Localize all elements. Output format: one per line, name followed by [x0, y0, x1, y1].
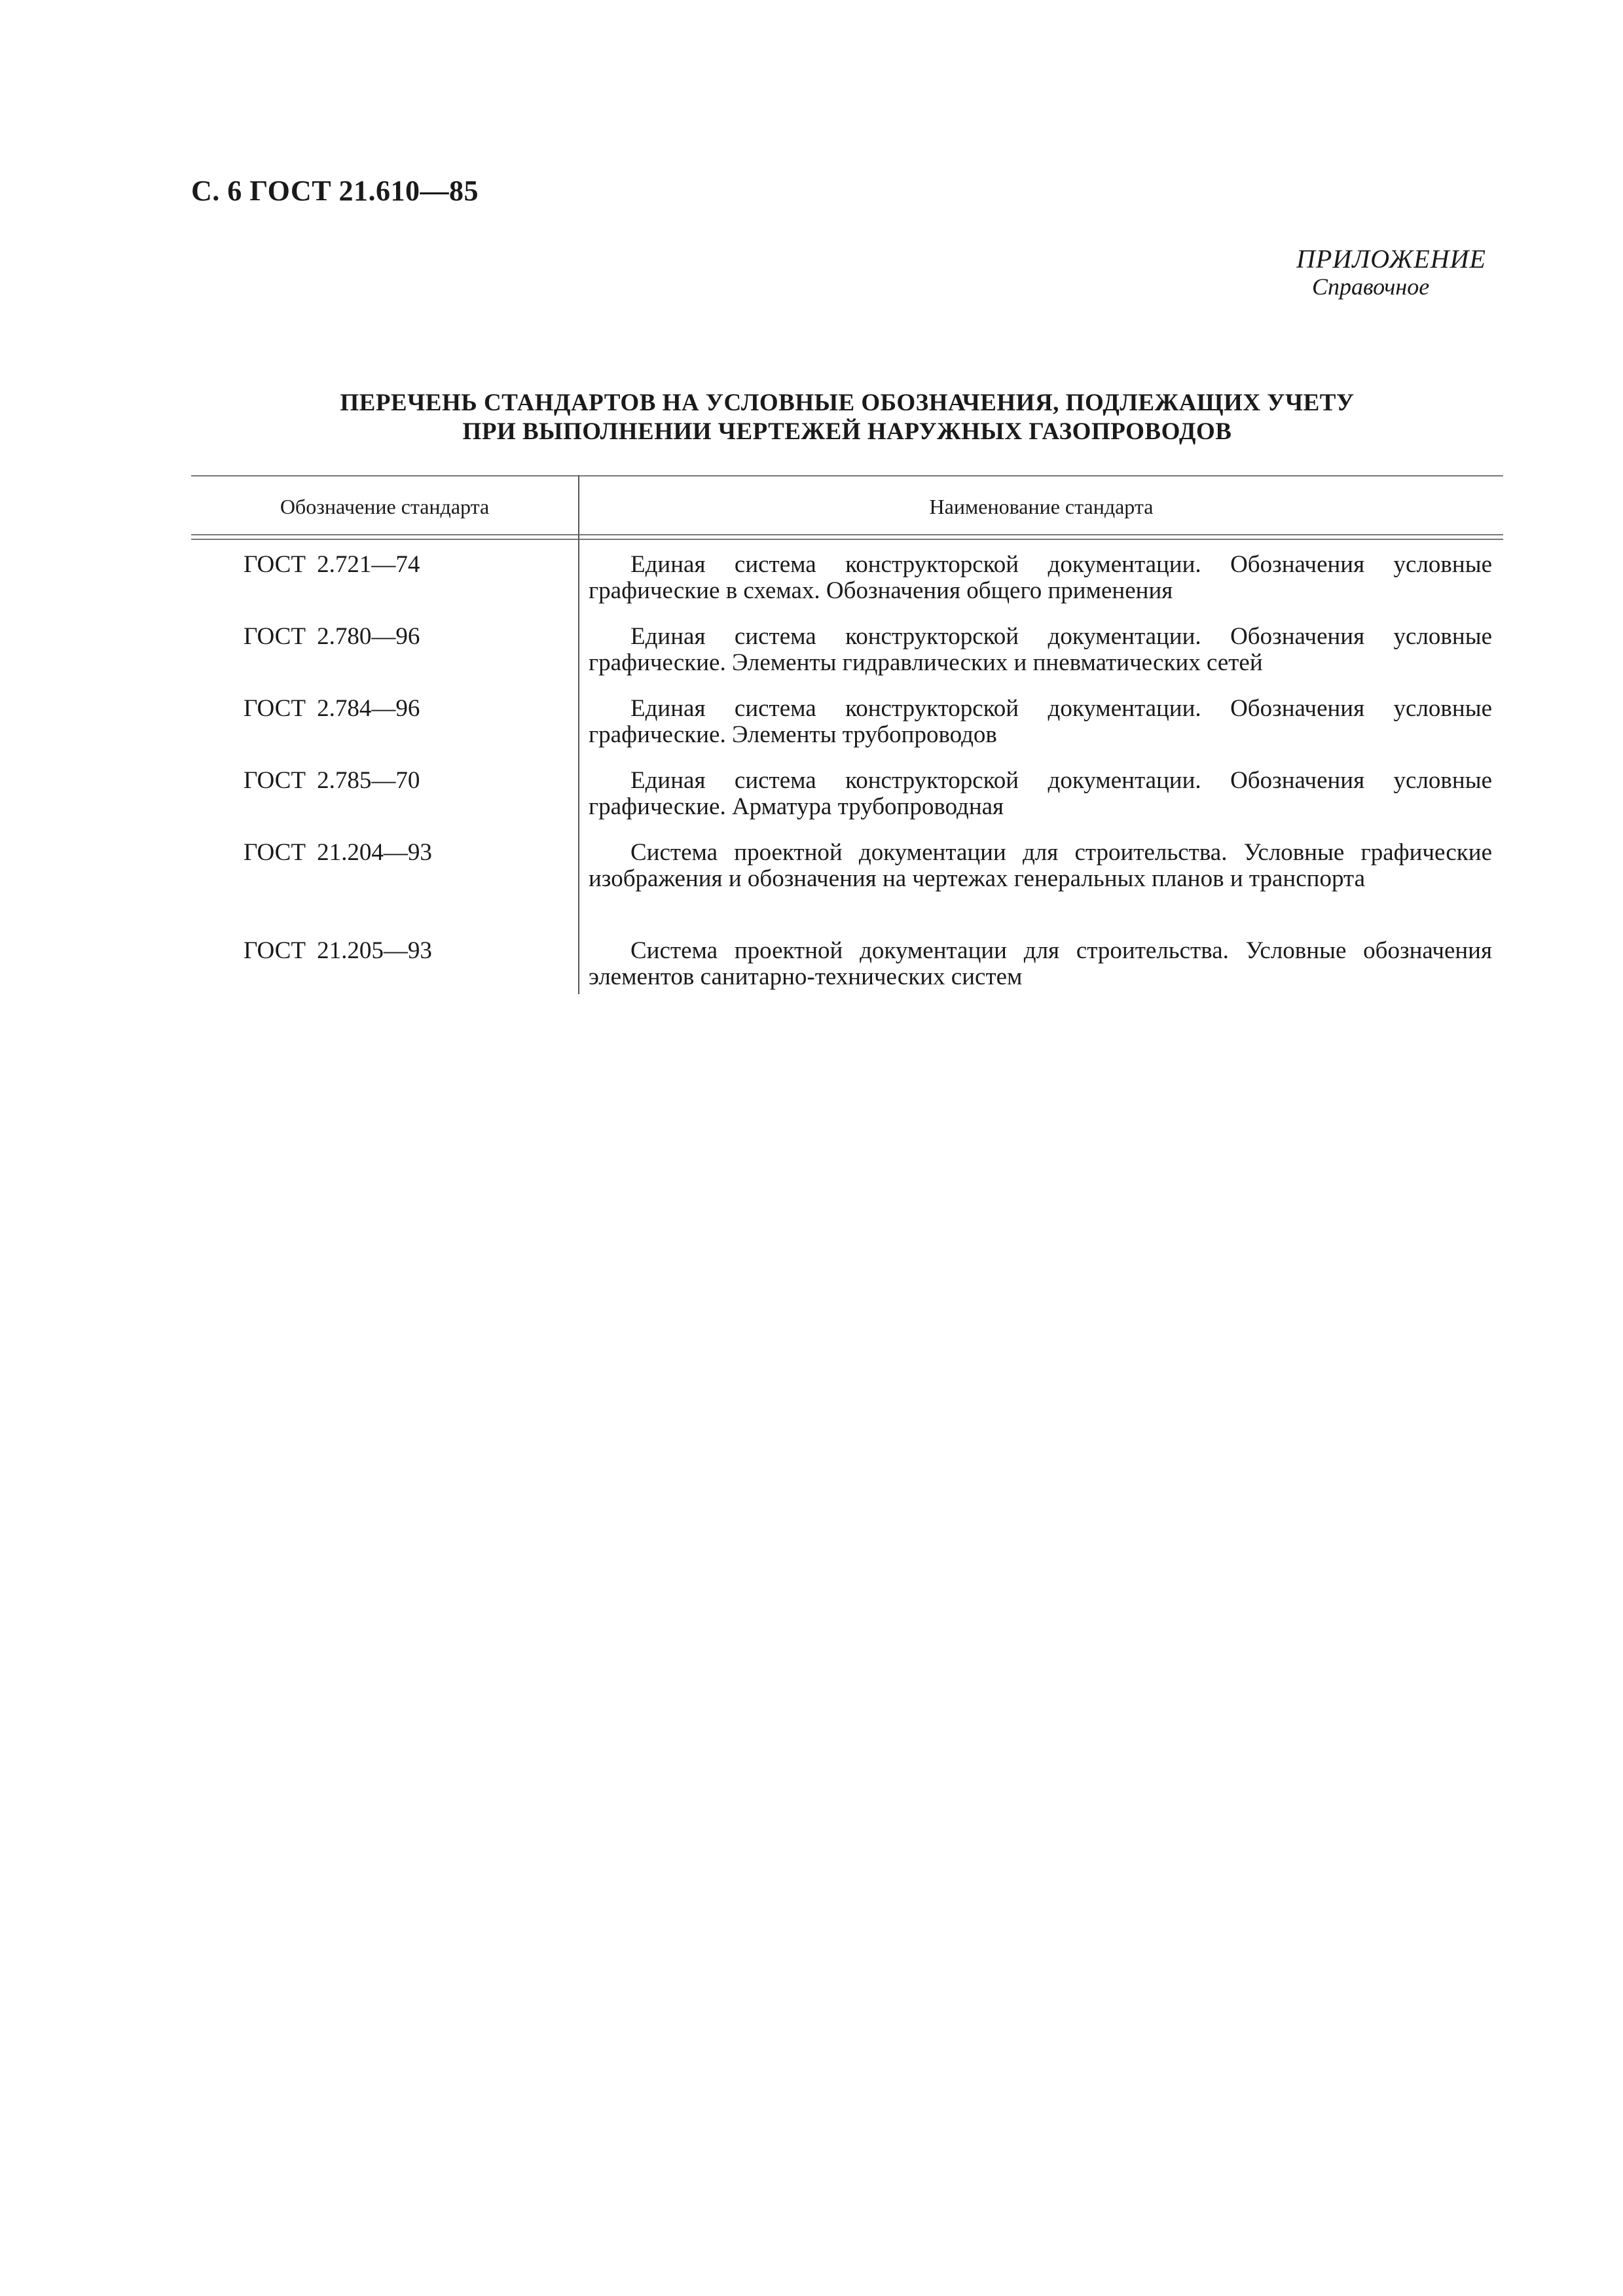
standard-name: Единая система конструкторской документации. Обозначения условные графические в схемах. Обозначения общего применения — [589, 551, 1492, 604]
standard-name: Единая система конструкторской документации. Обозначения условные графические. Элементы трубопроводов — [589, 695, 1492, 748]
standard-name: Единая система конструкторской документации. Обозначения условные графические. Арматура трубопроводная — [589, 767, 1492, 820]
standard-code: ГОСТ 2.784—96 — [244, 695, 420, 722]
column-header-code: Обозначение стандарта — [280, 495, 490, 518]
table-header-double-rule — [191, 534, 1503, 540]
running-head: С. 6 ГОСТ 21.610—85 — [191, 175, 479, 207]
standard-name: Система проектной документации для строительства. Условные обозначения элементов санитарно-технических систем — [589, 937, 1492, 990]
document-title — [191, 389, 1503, 446]
standard-code: ГОСТ 2.785—70 — [244, 767, 420, 794]
standards-table — [191, 475, 1503, 994]
document-title-line-1: ПЕРЕЧЕНЬ СТАНДАРТОВ НА УСЛОВНЫЕ ОБОЗНАЧЕНИЯ, ПОДЛЕЖАЩИХ УЧЕТУ — [340, 389, 1355, 416]
standard-code: ГОСТ 21.205—93 — [244, 937, 432, 964]
table-top-rule — [191, 475, 1503, 476]
standard-code: ГОСТ 21.204—93 — [244, 839, 432, 866]
appendix-block — [1296, 245, 1506, 300]
document-title-line-2: ПРИ ВЫПОЛНЕНИИ ЧЕРТЕЖЕЙ НАРУЖНЫХ ГАЗОПРОВОДОВ — [462, 418, 1232, 445]
standard-name: Система проектной документации для строительства. Условные графические изображения и обозначения на чертежах генеральных планов и транспорта — [589, 839, 1492, 892]
appendix-label: ПРИЛОЖЕНИЕ — [1296, 244, 1486, 274]
standard-name: Единая система конструкторской документации. Обозначения условные графические. Элементы гидравлических и пневматических сетей — [589, 623, 1492, 676]
appendix-type: Справочное — [1312, 274, 1430, 300]
standard-code: ГОСТ 2.780—96 — [244, 623, 420, 650]
table-column-divider — [578, 475, 579, 994]
standard-code: ГОСТ 2.721—74 — [244, 551, 420, 578]
column-header-name: Наименование стандарта — [929, 495, 1154, 518]
